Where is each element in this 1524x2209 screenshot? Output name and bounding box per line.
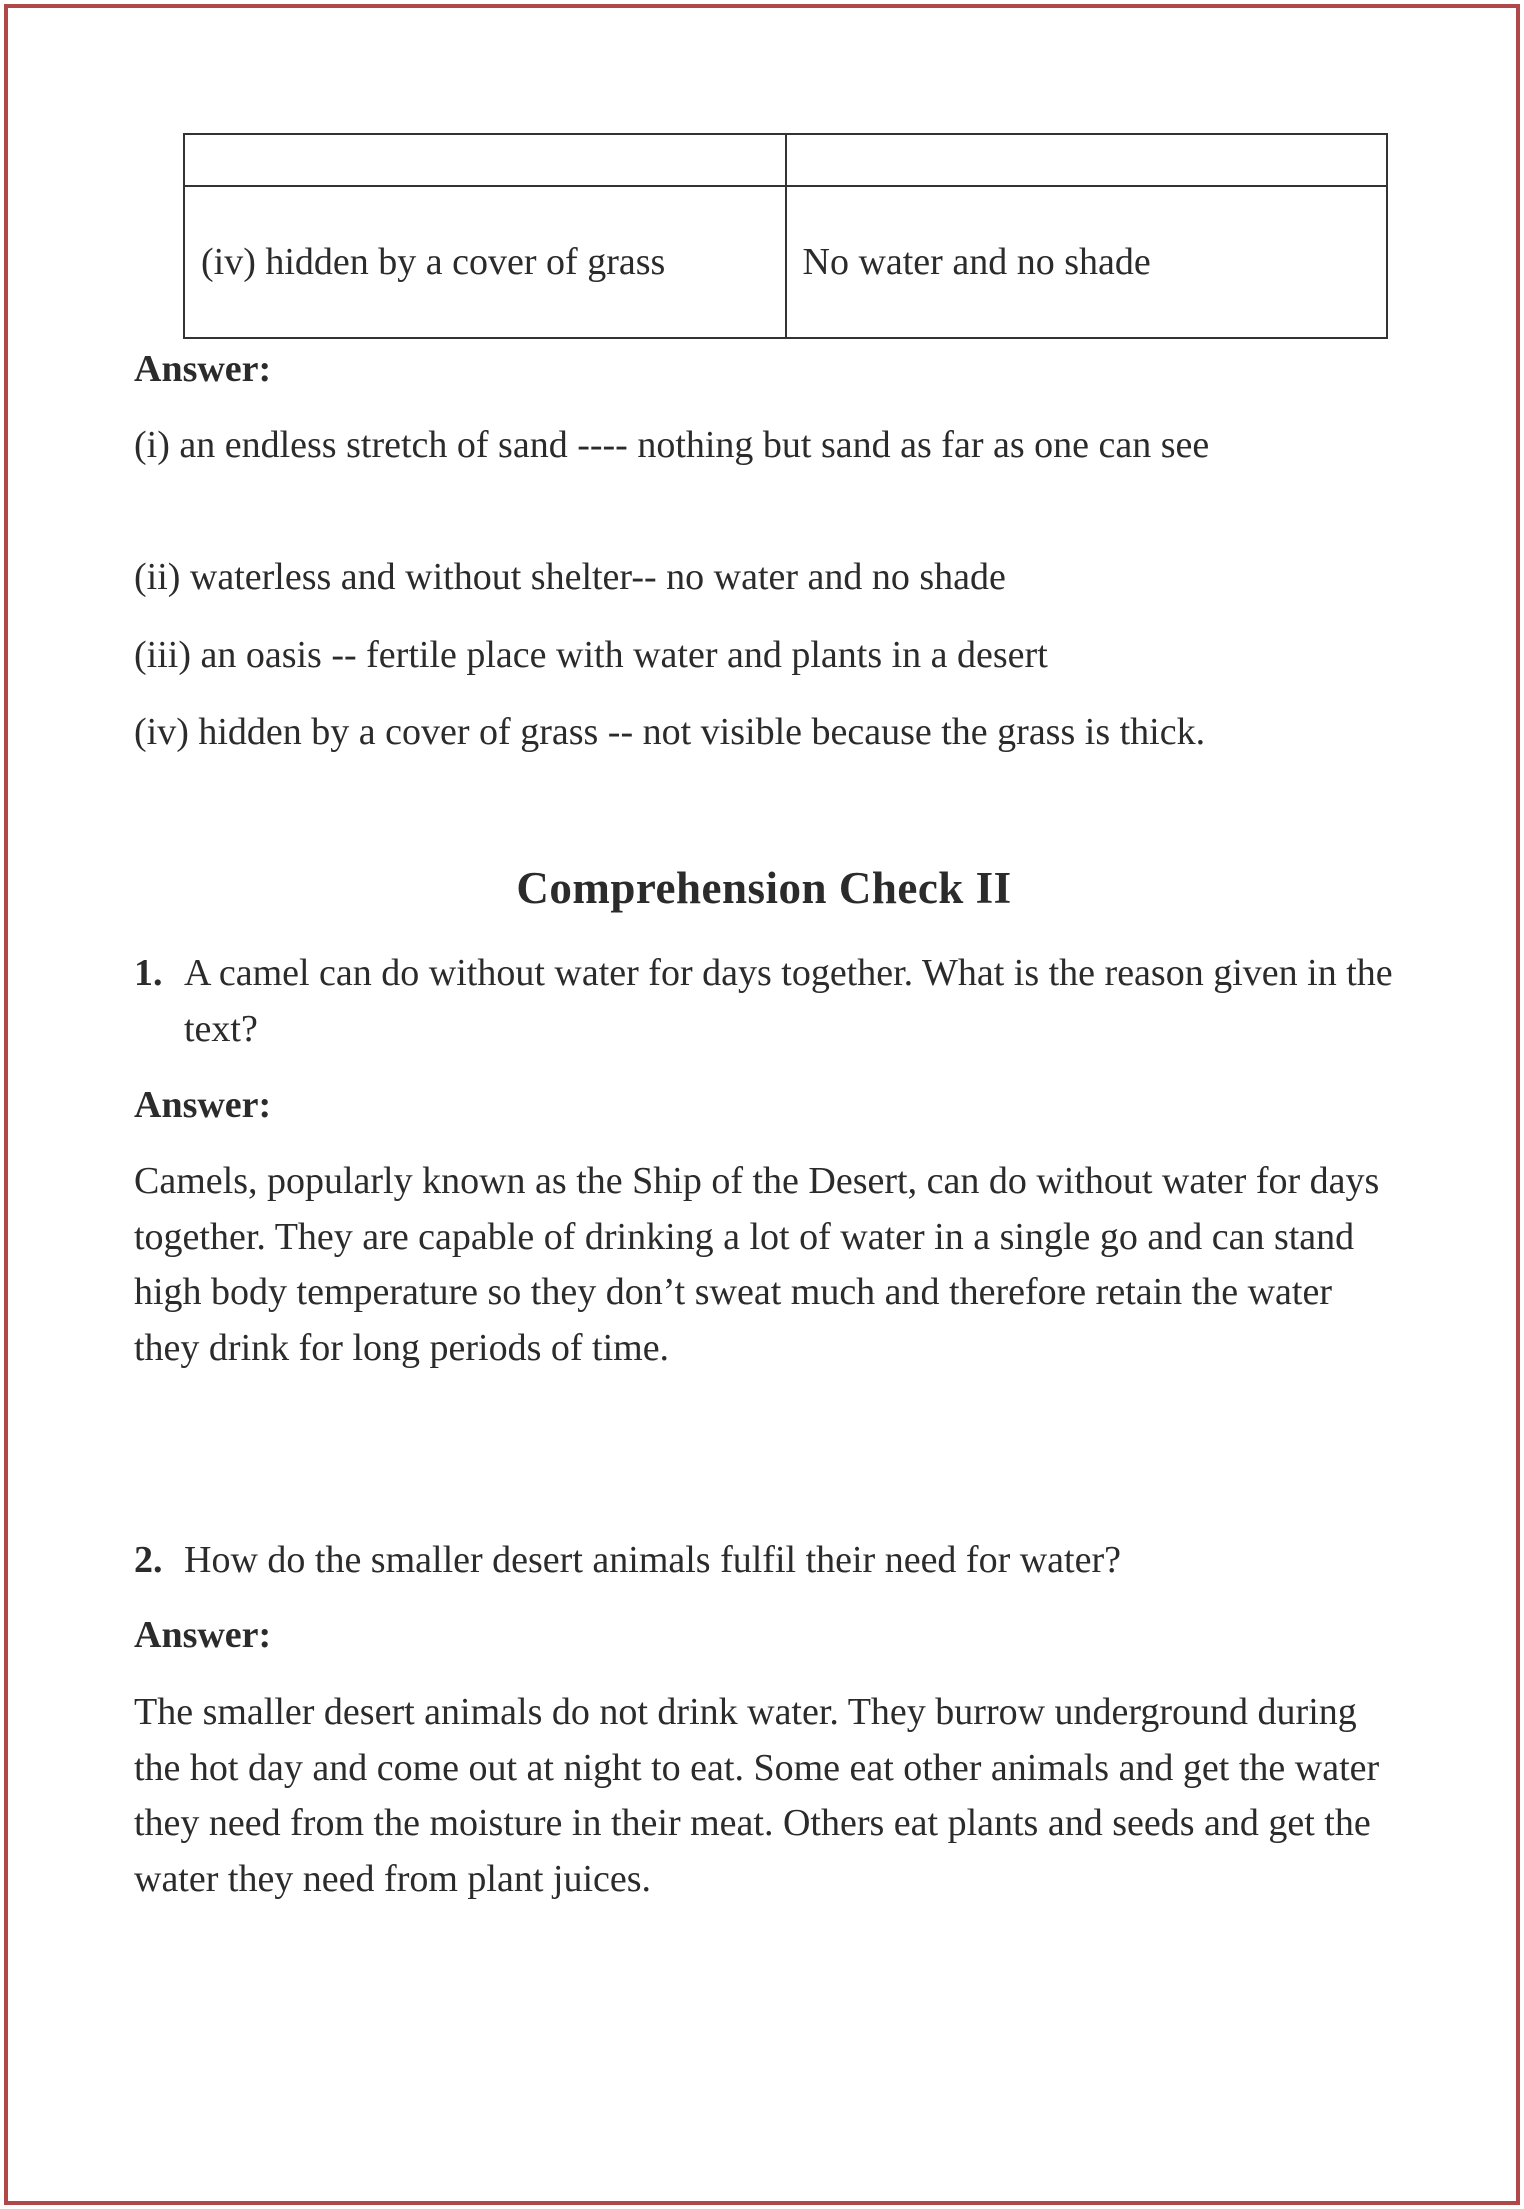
match-table bbox=[183, 133, 1388, 339]
section-heading: Comprehension Check II bbox=[516, 863, 1012, 913]
answer-item: (iii) an oasis -- fertile place with water and plants in a desert bbox=[134, 634, 1048, 676]
question-2 bbox=[134, 1532, 1394, 1588]
table-cell-left bbox=[184, 134, 786, 186]
table-cell-right bbox=[786, 134, 1388, 186]
answer-label: Answer: bbox=[134, 348, 272, 390]
answer-item: (i) an endless stretch of sand ---- nothing but sand as far as one can see bbox=[134, 424, 1210, 466]
answer-label: Answer: bbox=[134, 1614, 272, 1656]
answer-paragraph: The smaller desert animals do not drink water. They burrow underground during the hot day and come out at night to eat. Some eat other animals and get the water they need from the moisture in their meat. Others eat plants and seeds and get the water they need from plant juices. bbox=[134, 1691, 1380, 1900]
question-number: 1. bbox=[134, 952, 163, 994]
question-text: A camel can do without water for days together. What is the reason given in the text? bbox=[184, 952, 1393, 1050]
table-cell-right: No water and no shade bbox=[786, 186, 1388, 338]
question-number: 2. bbox=[134, 1539, 163, 1581]
answer-item: (ii) waterless and without shelter-- no water and no shade bbox=[134, 556, 1006, 598]
answer-paragraph: Camels, popularly known as the Ship of the Desert, can do without water for days together. They are capable of drinking a lot of water in a single go and can stand high body temperature so they don’t sweat much and therefore retain the water they drink for long periods of time. bbox=[134, 1160, 1380, 1369]
table-cell-left: (iv) hidden by a cover of grass bbox=[184, 186, 786, 338]
question-text: How do the smaller desert animals fulfil their need for water? bbox=[184, 1539, 1121, 1581]
table-row bbox=[184, 186, 1387, 338]
answer-item: (iv) hidden by a cover of grass -- not visible because the grass is thick. bbox=[134, 711, 1206, 753]
table-row bbox=[184, 134, 1387, 186]
question-1 bbox=[134, 945, 1394, 1057]
answer-label: Answer: bbox=[134, 1084, 272, 1126]
